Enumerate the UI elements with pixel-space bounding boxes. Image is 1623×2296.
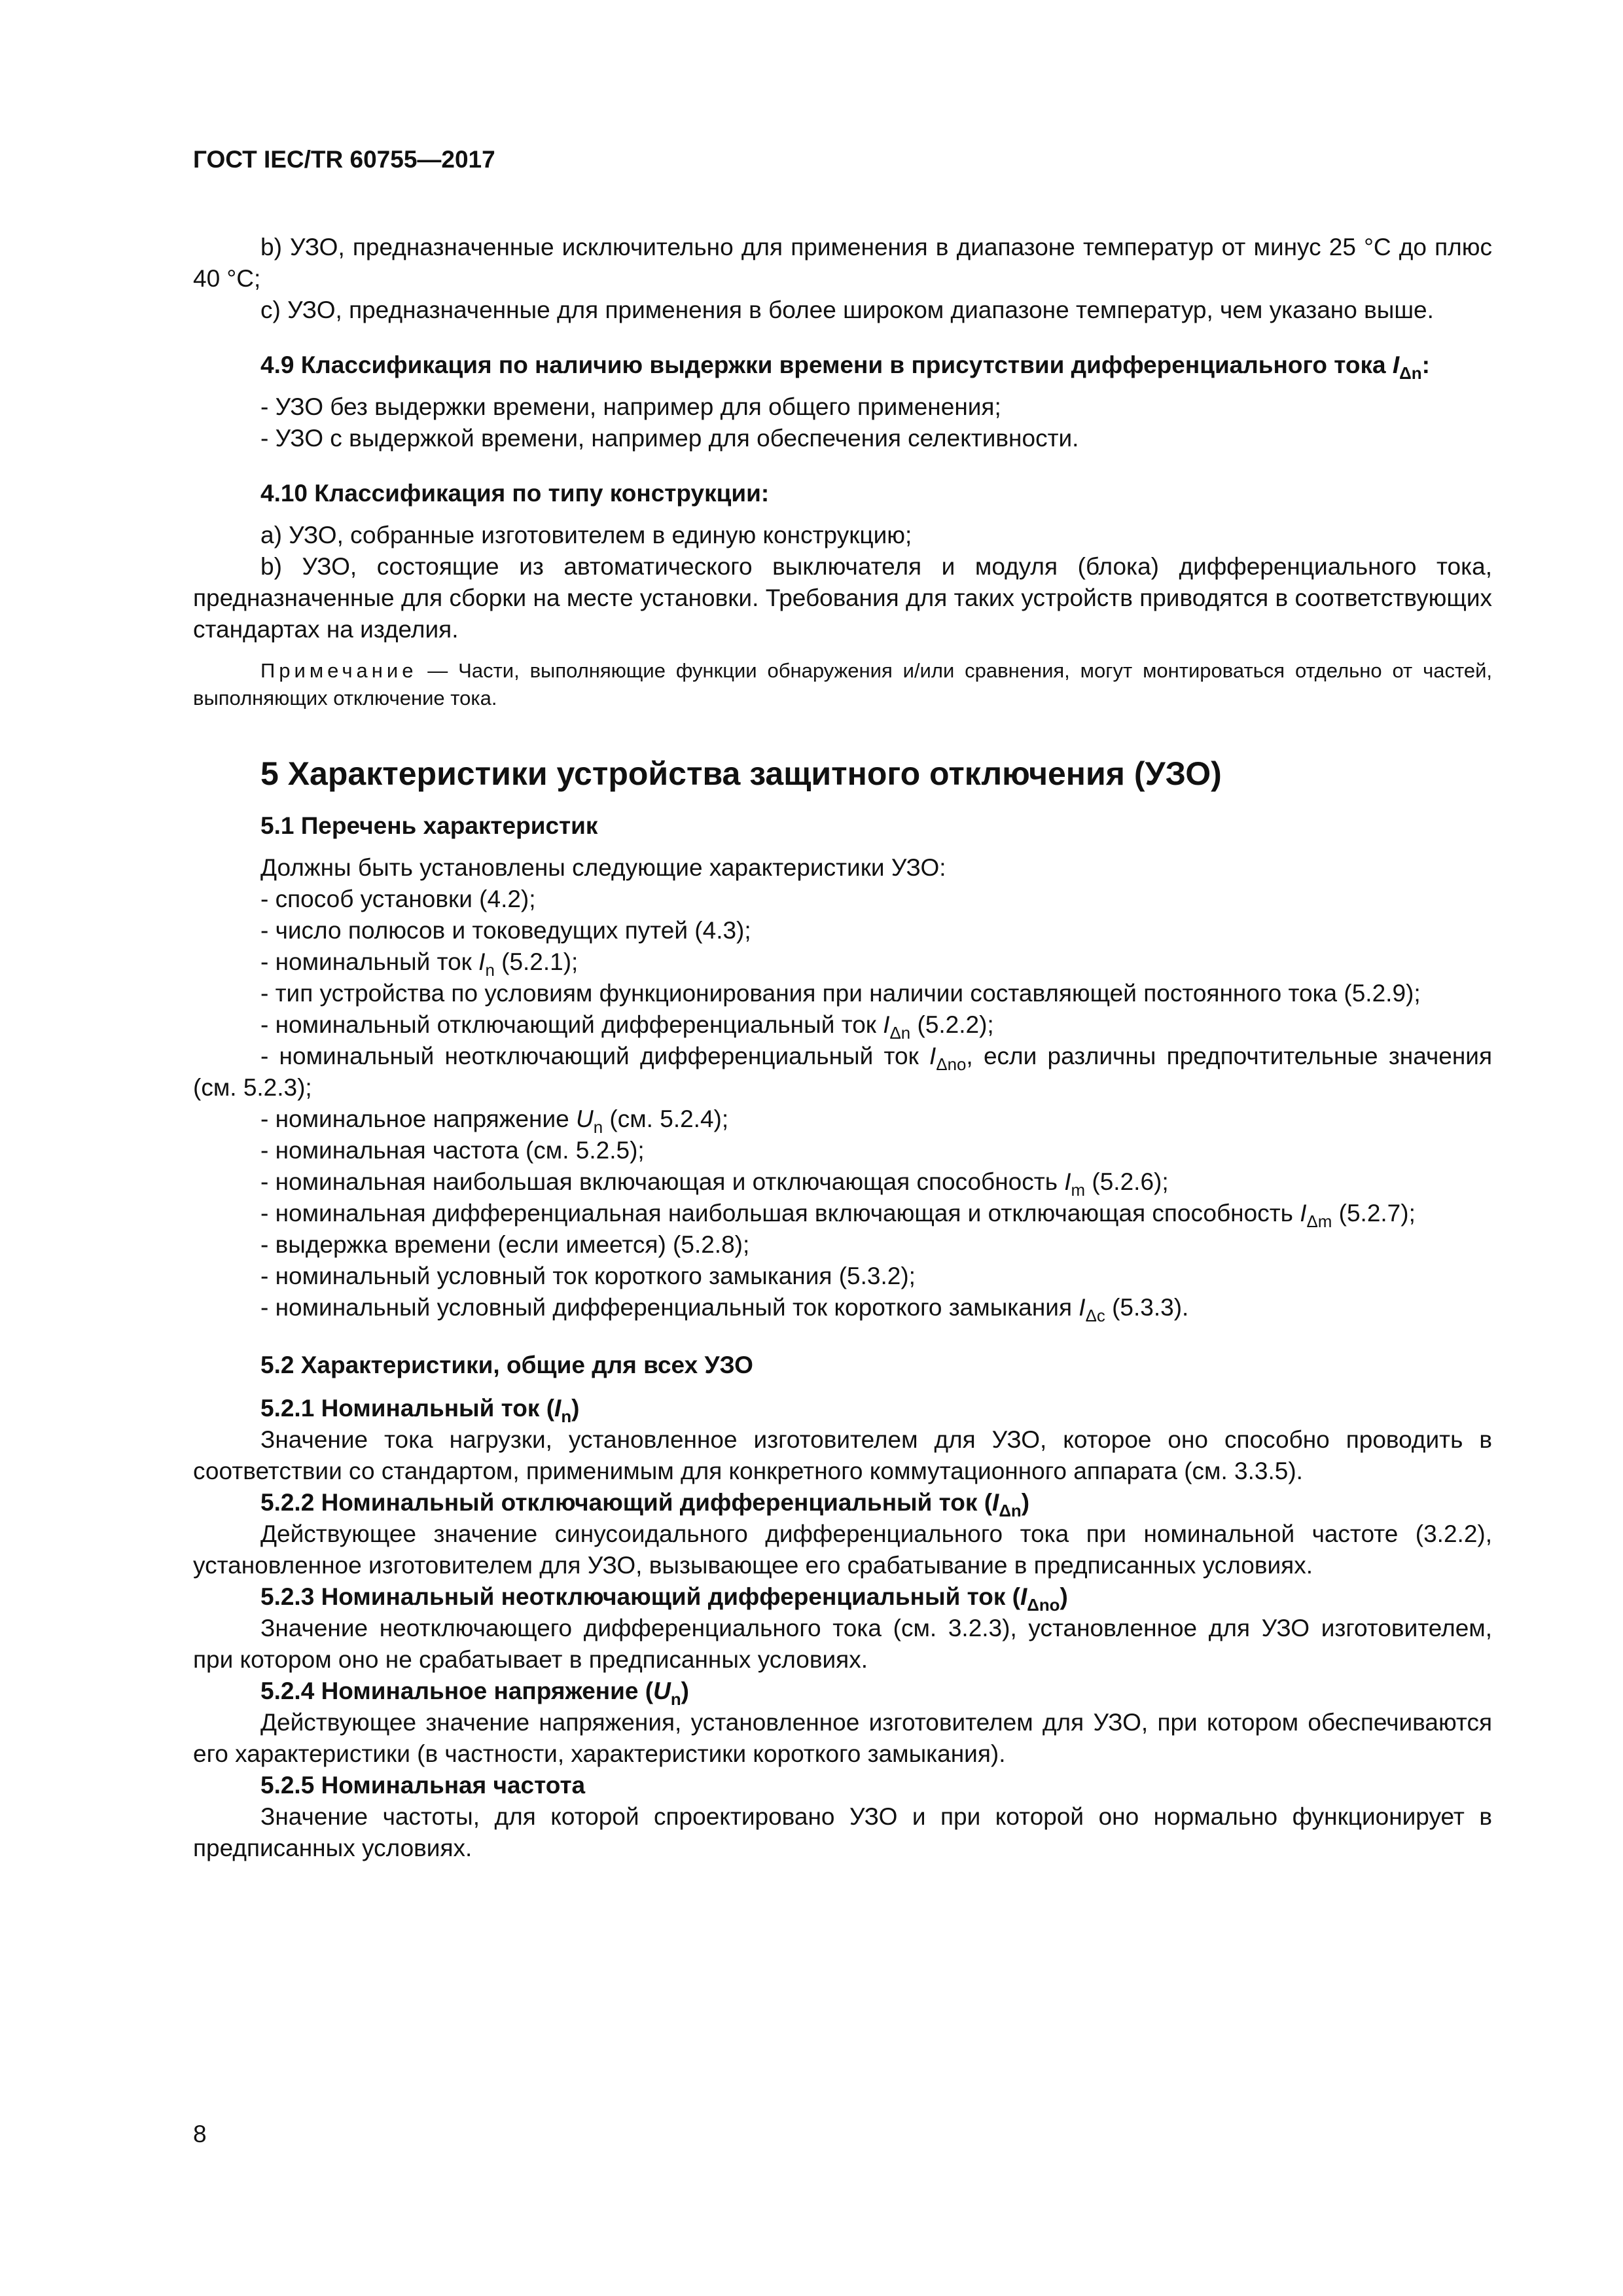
section-5-2-3-text: Значение неотключающего дифференциального тока (см. 3.2.3), установленное для УЗО изготовителем, при котором оно не срабатывает в предписанных условиях. <box>193 1615 1492 1673</box>
intro-item-b: b) УЗО, предназначенные исключительно для применения в диапазоне температур от минус 25 °С до плюс 40 °С; <box>193 234 1492 292</box>
section-5-title: 5 Характеристики устройства защитного отключения (УЗО) <box>260 755 1222 792</box>
section-4-10-item-b: b) УЗО, состоящие из автоматического выключателя и модуля (блока) дифференциального тока, предназначенные для сборки на месте установки. Требования для таких устройств приводятся в соответствующих стандартах на изделия. <box>193 553 1492 643</box>
list-item: - номинальный условный ток короткого замыкания (5.3.2); <box>260 1263 916 1289</box>
list-item: - номинальный неотключающий дифференциальный ток $I_{\Delta no}$, если различны предпочтительные значения (см. 5.2.3); <box>193 1043 1493 1101</box>
list-item: - выдержка времени (если имеется) (5.2.8); <box>260 1231 750 1258</box>
section-4-10-item-a: а) УЗО, собранные изготовителем в единую конструкцию; <box>260 522 912 548</box>
intro-item-c: с) УЗО, предназначенные для применения в более широком диапазоне температур, чем указано выше. <box>260 296 1434 323</box>
section-5-2-5-text: Значение частоты, для которой спроектировано УЗО и при которой оно нормально функционирует в предписанных условиях. <box>193 1803 1492 1861</box>
list-item: - число полюсов и токоведущих путей (4.3); <box>260 917 751 944</box>
section-5-2-2-title: 5.2.2 Номинальный отключающий дифференциальный ток $(I_{\Delta n})$ <box>260 1489 1030 1521</box>
list-item: - номинальный ток $I_n$ (5.2.1); <box>260 948 579 980</box>
list-item: - УЗО с выдержкой времени, например для обеспечения селективности. <box>260 425 1079 452</box>
section-4-10-title: 4.10 Классификация по типу конструкции: <box>260 480 770 507</box>
document-header: ГОСТ IEC/TR 60755—2017 <box>193 146 495 173</box>
list-item: - номинальная наибольшая включающая и отключающая способность $I_m$ (5.2.6); <box>260 1168 1169 1200</box>
list-item: - способ установки (4.2); <box>260 886 536 912</box>
section-5-1-lead: Должны быть установлены следующие характеристики УЗО: <box>260 854 946 881</box>
section-5-2-2-text: Действующее значение синусоидального дифференциального тока при номинальной частоте (3.2.2), установленное изготовителем для УЗО, вызывающее его срабатывание в предписанных условиях. <box>193 1520 1492 1579</box>
section-5-1-title: 5.1 Перечень характеристик <box>260 812 598 839</box>
list-item: - номинальный условный дифференциальный ток короткого замыкания $I_{\Delta c}$ (5.3.3). <box>260 1294 1189 1326</box>
section-5-2-1-text: Значение тока нагрузки, установленное изготовителем для УЗО, которое оно способно проводить в соответствии со стандартом, применимым для конкретного коммутационного аппарата (см. 3.3.5). <box>193 1426 1492 1484</box>
list-item: - УЗО без выдержки времени, например для общего применения; <box>260 393 1001 420</box>
note: Примечание — Части, выполняющие функции обнаружения и/или сравнения, могут монтироваться отдельно от частей, выполняющих отключение тока. <box>193 659 1492 709</box>
section-4-9-title: 4.9 Классификация по наличию выдержки времени в присутствии дифференциального тока $I_{\Delta n}$: <box>260 351 1430 384</box>
list-item: - номинальный отключающий дифференциальный ток $I_{\Delta n}$ (5.2.2); <box>260 1011 994 1043</box>
list-item: - номинальная дифференциальная наибольшая включающая и отключающая способность $I_{\Delta m}$ (5.2.7); <box>260 1200 1416 1232</box>
note-label: Примечание <box>260 659 418 682</box>
section-5-2-5-title: 5.2.5 Номинальная частота <box>260 1772 586 1799</box>
section-5-2-4-title: 5.2.4 Номинальное напряжение $(U_n)$ <box>260 1677 689 1710</box>
document-page <box>193 144 1492 1864</box>
section-5-2-4-text: Действующее значение напряжения, установленное изготовителем для УЗО, при котором обеспечиваются его характеристики (в частности, характеристики короткого замыкания). <box>193 1709 1492 1767</box>
section-5-2-title: 5.2 Характеристики, общие для всех УЗО <box>260 1352 753 1378</box>
list-item: - номинальная частота (см. 5.2.5); <box>260 1137 645 1164</box>
page-number: 8 <box>193 2121 207 2147</box>
list-item: - тип устройства по условиям функционирования при наличии составляющей постоянного тока (5.2.9); <box>260 980 1421 1007</box>
section-5-2-3-title: 5.2.3 Номинальный неотключающий дифференциальный ток $(I_{\Delta no})$ <box>260 1583 1068 1615</box>
list-item: - номинальное напряжение $U_n$ (см. 5.2.4); <box>260 1105 729 1138</box>
section-5-2-1-title: 5.2.1 Номинальный ток $(I_n)$ <box>260 1395 580 1427</box>
